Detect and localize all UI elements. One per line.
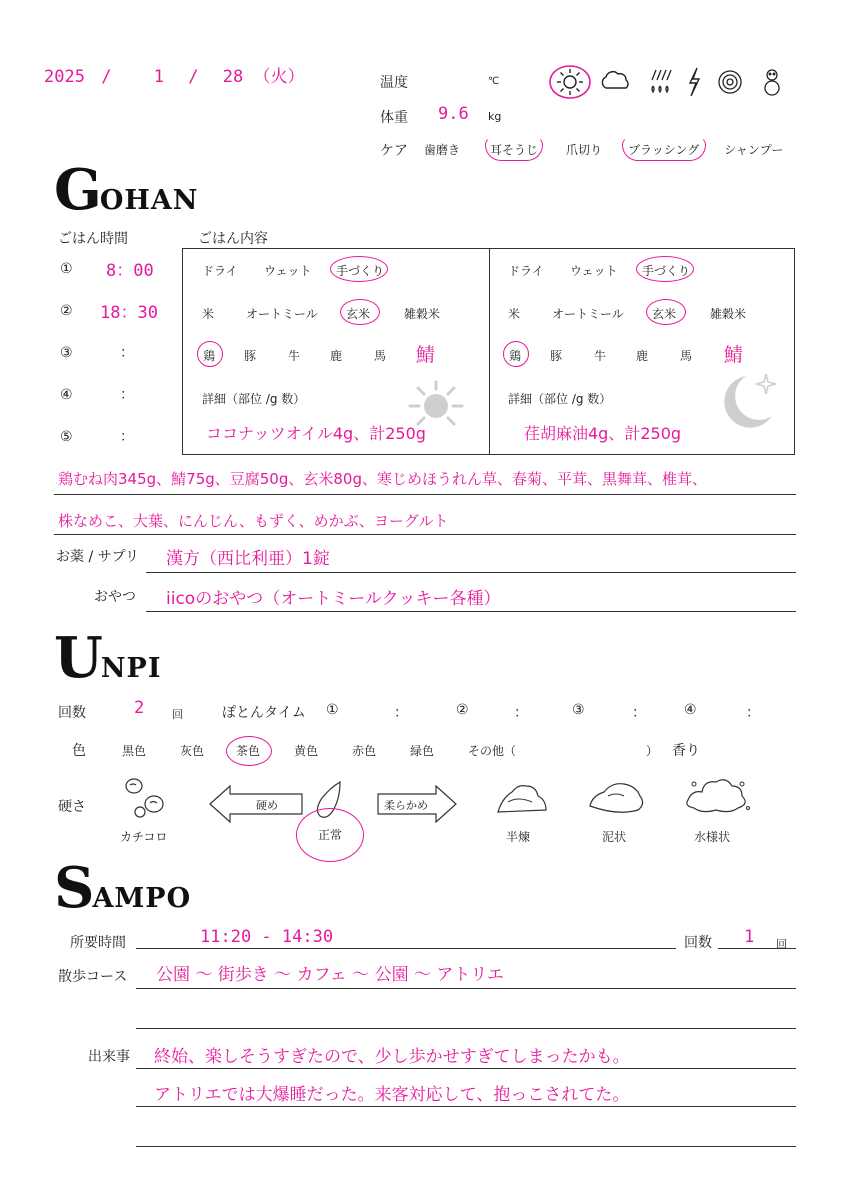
events-line-1: 終始、楽しそうすぎたので、少し歩かせすぎてしまったかも。 <box>154 1047 630 1067</box>
soft-arrow-label: 柔らかめ <box>384 799 428 812</box>
gohan-title: GOHAN <box>54 157 199 223</box>
unpi-count-unit: 回 <box>172 708 183 721</box>
unpi-count-label: 回数 <box>58 705 86 721</box>
sampo-title: SAMPO <box>54 855 192 921</box>
temp-label: 温度 <box>380 75 408 91</box>
care-label: ケア <box>380 143 408 159</box>
care-ear-circle <box>485 137 543 161</box>
e-homemade-circle <box>636 256 694 282</box>
e-chicken-circle <box>503 341 529 367</box>
m-detail-label: 詳細（部位 /g 数） <box>202 392 306 406</box>
rule <box>136 988 796 989</box>
e-grain-mixed: 雑穀米 <box>710 307 747 321</box>
e-meat-chicken: 鶏 <box>509 349 522 363</box>
potty-label: ぽとんタイム <box>222 705 306 721</box>
sampo-count-unit: 回 <box>776 938 787 951</box>
care-brushing-circle <box>622 137 706 161</box>
rain-icon <box>652 70 671 92</box>
e-meat-horse: 馬 <box>680 349 693 363</box>
state-normal: 正常 <box>318 828 343 842</box>
potty-slot-4: ④ <box>684 702 697 718</box>
snack-label: おやつ <box>94 589 136 605</box>
color-red: 赤色 <box>352 744 377 758</box>
sampo-count-label: 回数 <box>684 935 712 951</box>
temp-unit: ℃ <box>488 76 500 87</box>
e-grain-brown-rice: 玄米 <box>652 307 677 321</box>
state-muddy: 泥状 <box>602 830 627 844</box>
meal-slot-2: ② 18：30 <box>60 303 158 323</box>
ingredients-line-1: 鶏むね肉345g、鯖75g、豆腐50g、玄米80g、寒じめほうれん草、春菊、平茸、黒舞茸、椎茸、 <box>58 470 707 488</box>
m-chicken-circle <box>197 341 223 367</box>
semi-poop-icon <box>494 778 554 818</box>
gohan-time-label: ごはん時間 <box>58 231 128 247</box>
e-meat-deer: 鹿 <box>636 349 649 363</box>
weather-icons <box>548 62 798 104</box>
m-meat-pork: 豚 <box>244 349 257 363</box>
evening-moon-icon <box>716 370 780 436</box>
state-semi: 半煉 <box>506 830 531 844</box>
color-black: 黒色 <box>122 744 147 758</box>
state-kachikoro: カチコロ <box>120 830 168 844</box>
e-detail-label: 詳細（部位 /g 数） <box>508 392 612 406</box>
hardness-label: 硬さ <box>58 799 86 815</box>
snack-value: iicoのおやつ（オートミールクッキー各種） <box>166 589 501 609</box>
date-weekday: 火 <box>270 67 288 87</box>
gohan-content-label: ごはん内容 <box>198 231 268 247</box>
rule <box>136 948 676 949</box>
hard-arrow-label: 硬め <box>256 799 278 812</box>
care-nail: 爪切り <box>566 143 603 157</box>
kachikoro-icon <box>118 774 174 822</box>
sampo-count-value: 1 <box>744 927 755 947</box>
care-brushing: ブラッシング <box>628 143 700 157</box>
unpi-count-value: 2 <box>134 698 145 718</box>
state-watery: 水様状 <box>694 830 731 844</box>
snowman-icon <box>765 70 779 95</box>
rule <box>146 572 796 573</box>
color-green: 緑色 <box>410 744 435 758</box>
color-brown-circle <box>226 736 272 766</box>
rule <box>54 534 796 535</box>
potty-slot-1: ① <box>326 702 339 718</box>
wind-icon <box>719 71 741 93</box>
duration-value: 11:20 - 14:30 <box>200 927 334 947</box>
meal-slot-1: ① 8：00 <box>60 261 154 281</box>
m-meat-horse: 馬 <box>374 349 387 363</box>
meal-slot-5: ⑤ ： <box>60 429 134 445</box>
m-meat-beef: 牛 <box>288 349 301 363</box>
care-ear: 耳そうじ <box>490 143 539 157</box>
weight-label: 体重 <box>380 110 408 126</box>
m-grain-oatmeal: オートミール <box>246 307 318 321</box>
potty-slot-2: ② <box>456 702 469 718</box>
rule <box>136 1106 796 1107</box>
m-grain-mixed: 雑穀米 <box>404 307 441 321</box>
e-type-wet: ウェット <box>570 264 618 278</box>
m-type-dry: ドライ <box>202 264 238 278</box>
e-meat-pork: 豚 <box>550 349 563 363</box>
morning-sun-icon <box>398 376 472 428</box>
meal-slot-4: ④ ： <box>60 387 134 403</box>
m-meat-deer: 鹿 <box>330 349 343 363</box>
potty-slot-3: ③ <box>572 702 585 718</box>
e-meat-beef: 牛 <box>594 349 607 363</box>
ingredients-line-2: 株なめこ、大葉、にんじん、もずく、めかぶ、ヨーグルト <box>58 512 449 530</box>
thunder-icon <box>690 68 699 96</box>
duration-label: 所要時間 <box>70 935 126 951</box>
color-other-close: ） <box>646 744 659 758</box>
m-type-homemade: 手づくり <box>336 264 385 278</box>
date-month: 1 <box>153 67 164 87</box>
m-brown-rice-circle <box>340 299 380 325</box>
rule <box>146 611 796 612</box>
m-homemade-circle <box>330 256 388 282</box>
weight-value: 9.6 <box>438 104 469 124</box>
date-year: 2025 <box>44 67 85 87</box>
m-meat-mackerel: 鯖 <box>416 344 436 366</box>
m-grain-brown-rice: 玄米 <box>346 307 371 321</box>
rule <box>136 1028 796 1029</box>
m-grain-rice: 米 <box>202 307 215 321</box>
e-type-homemade: 手づくり <box>642 264 691 278</box>
events-line-2: アトリエでは大爆睡だった。来客対応して、抱っこされてた。 <box>154 1085 630 1105</box>
color-other: その他（ <box>468 744 517 758</box>
care-toothbrush: 歯磨き <box>424 143 461 157</box>
watery-poop-icon <box>682 772 754 818</box>
e-meat-mackerel: 鯖 <box>724 344 744 366</box>
rule <box>54 494 796 495</box>
m-meat-chicken: 鶏 <box>203 349 216 363</box>
m-type-wet: ウェット <box>264 264 312 278</box>
color-label: 色 <box>72 743 86 759</box>
course-label: 散歩コース <box>58 969 128 985</box>
e-brown-rice-circle <box>646 299 686 325</box>
color-yellow: 黄色 <box>294 744 319 758</box>
rule <box>136 1068 796 1069</box>
color-brown: 茶色 <box>236 744 261 758</box>
sun-icon <box>557 69 583 95</box>
date: 2025 / 1 / 28 （火） <box>44 67 305 87</box>
rule <box>136 1146 796 1147</box>
care-shampoo: シャンプー <box>724 143 784 157</box>
unpi-title: UNPI <box>54 625 162 691</box>
e-detail-value: 荏胡麻油4g、計250g <box>524 424 682 443</box>
weight-unit: kg <box>488 110 502 123</box>
meal-slot-3: ③ ： <box>60 345 134 361</box>
e-grain-oatmeal: オートミール <box>552 307 624 321</box>
date-day: 28 <box>222 67 244 87</box>
e-type-dry: ドライ <box>508 264 544 278</box>
medicine-label: お薬 / サプリ <box>56 549 140 565</box>
course-value: 公園 〜 街歩き 〜 カフェ 〜 公園 〜 アトリエ <box>156 965 505 985</box>
cloud-icon <box>602 72 628 88</box>
rule <box>718 948 796 949</box>
muddy-poop-icon <box>586 776 648 816</box>
medicine-value: 漢方（西比利亜）1錠 <box>166 549 330 569</box>
events-label: 出来事 <box>88 1049 130 1065</box>
smell-label: 香り <box>672 743 700 759</box>
m-detail-value: ココナッツオイル4g、計250g <box>206 424 426 443</box>
e-grain-rice: 米 <box>508 307 521 321</box>
color-gray: 灰色 <box>180 744 205 758</box>
